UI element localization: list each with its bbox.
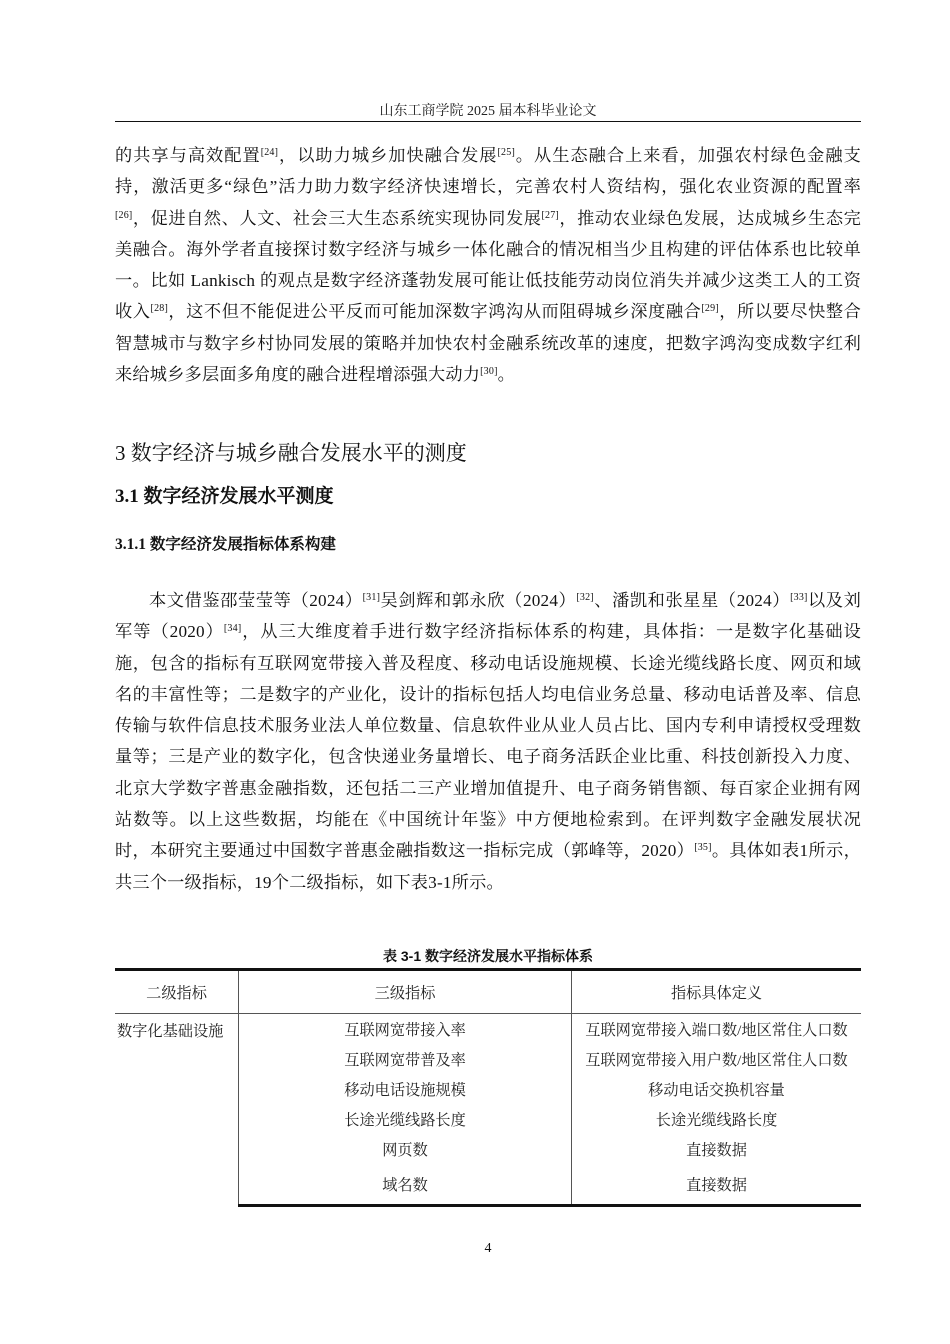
table-cell: 直接数据	[686, 1141, 747, 1159]
chapter-heading: 3 数字经济与城乡融合发展水平的测度	[115, 441, 467, 465]
citation-ref: [24]	[260, 147, 279, 158]
citation-ref: [35]	[694, 842, 712, 854]
citation-ref: [33]	[790, 592, 808, 603]
paragraph-2-text: 本文借鉴邵莹莹等（2024）[31]吴剑辉和郭永欣（2024）[32]、潘凯和张星星（2024）[33]以及刘军等（2020）[34]，从三大维度着手进行数字经济指标体系的构建，具体指：一是数字化基础设施，包含的指标有互联网宽带接入普及程度、移动电话设施规模、长途光缆线路长度、网页和域名的丰富性等；二是数字的产业化，设计的指标包括人均电信业务总量、移动电话普及率、信息传输与软件信息技术服务业法人单位数量、信息软件业从业人员占比、国内专利申请授权受理数量等；三是产业的数字化，包含快递业务量增长、电子商务活跃企业比重、科技创新投入力度、北京大学数字普惠金融指数，还包括二三产业增加值提升、电子商务销售额、每百家企业拥有网站数等。以上这些数据，均能在《中国统计年鉴》中方便地检索到。在评判数字金融发展状况时，本研究主要通过中国数字普惠金融指数这一指标完成（郭峰等，2020）[35]。具体如表1所示，共三个一级指标，19个二级指标，如下表3-1所示。	[115, 591, 861, 892]
paragraph-2	[115, 585, 861, 898]
table-cell: 直接数据	[572, 1164, 862, 1206]
citation-ref: [34]	[223, 623, 242, 635]
table-cell: 互联网宽带接入端口数/地区常住人口数	[585, 1021, 848, 1039]
table-cell: 互联网宽带接入用户数/地区常住人口数	[585, 1051, 848, 1069]
column-header: 二级指标	[115, 970, 239, 1014]
column-header: 三级指标	[239, 970, 572, 1014]
table-cell: 互联网宽带接入率	[239, 1014, 572, 1045]
table-cell: 移动电话设施规模	[239, 1074, 572, 1104]
table-cell: 网页数	[239, 1134, 572, 1164]
table-row	[115, 1014, 861, 1045]
citation-ref: [29]	[701, 303, 719, 315]
table-cell: 互联网宽带普及率	[239, 1044, 572, 1074]
section-heading: 3.1 数字经济发展水平测度	[115, 486, 334, 507]
group-cell: 数字化基础设施	[115, 1014, 239, 1206]
table-cell: 长途光缆线路长度	[239, 1104, 572, 1134]
citation-ref: [28]	[150, 303, 169, 315]
subsection-heading: 3.1.1 数字经济发展指标体系构建	[115, 536, 336, 553]
paragraph-1-text: 的共享与高效配置[24]，以助力城乡加快融合发展[25]。从生态融合上来看，加强农村绿色金融支持，激活更多“绿色”活力助力数字经济快速增长，完善农村人资结构，强化农业资源的配置率[26]，促进自然、人文、社会三大生态系统实现协同发展[27]，推动农业绿色发展，达成城乡生态完美融合。海外学者直接探讨数字经济与城乡一体化融合的情况相当少且构建的评估体系也比较单一。比如 Lankisch 的观点是数字经济蓬勃发展可能让低技能劳动岗位消失并减少这类工人的工资收入[28]，这不但不能促进公平反而可能加深数字鸿沟从而阻碍城乡深度融合[29]，所以要尽快整合智慧城市与数字乡村协同发展的策略并加快农村金融系统改革的速度，把数字鸿沟变成数字红利来给城乡多层面多角度的融合进程增添强大动力[30]。	[115, 146, 861, 385]
header-rule	[115, 121, 861, 122]
citation-ref: [27]	[541, 209, 559, 221]
indicator-table	[115, 968, 861, 1207]
column-header: 指标具体定义	[572, 970, 862, 1014]
table-header-row	[115, 970, 861, 1014]
citation-ref: [25]	[497, 147, 515, 158]
page-number: 4	[484, 1241, 492, 1256]
paragraph-1	[115, 140, 861, 390]
table-body	[115, 1014, 861, 1206]
table-cell: 长途光缆线路长度	[655, 1111, 778, 1129]
table-cell: 域名数	[239, 1164, 572, 1206]
citation-ref: [32]	[576, 592, 594, 603]
table-caption: 表 3-1 数字经济发展水平指标体系	[382, 948, 593, 964]
table-cell: 移动电话交换机容量	[648, 1081, 785, 1099]
citation-ref: [26]	[115, 209, 133, 221]
citation-ref: [30]	[480, 366, 498, 378]
citation-ref: [31]	[362, 592, 381, 603]
running-header: 山东工商学院 2025 届本科毕业论文	[379, 104, 597, 119]
